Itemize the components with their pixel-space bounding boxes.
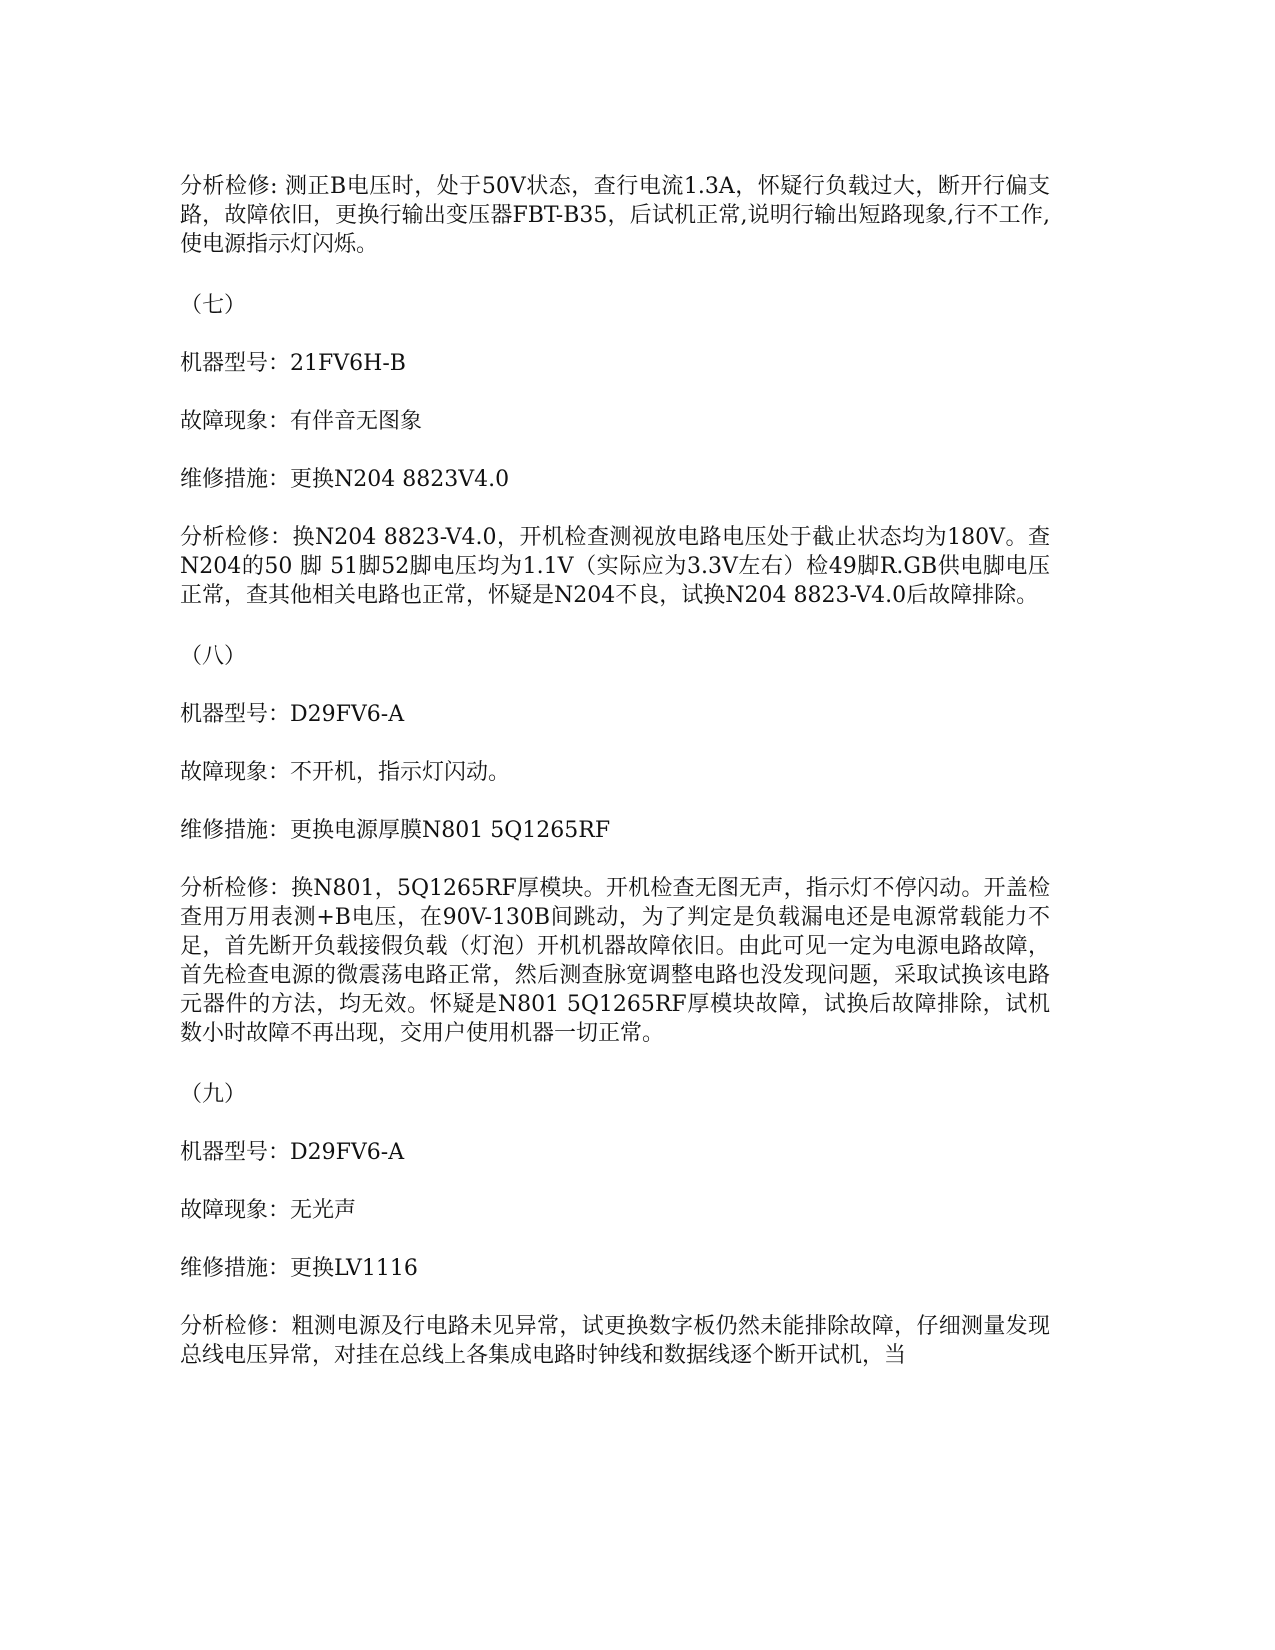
analysis-paragraph-8: 分析检修：换N801，5Q1265RF厚模块。开机检查无图无声，指示灯不停闪动。开盖检查用万用表测+B电压，在90V-130B间跳动，为了判定是负载漏电还是电源常载能力不足，首先断开负载接假负载（灯泡）开机机器故障依旧。由此可见一定为电源电路故障，首先检查电源的微震荡电路正常，然后测查脉宽调整电路也没发现问题，采取试换该电路元器件的方法，均无效。怀疑是N801 5Q1265RF厚模块故障，试换后故障排除，试机数小时故障不再出现，交用户使用机器一切正常。 (180, 876, 1050, 1046)
section-heading-8: （八） (180, 644, 247, 669)
repair-line-7: 维修措施：更换N204 8823V4.0 (180, 467, 510, 492)
symptom-line-8: 故障现象：不开机，指示灯闪动。 (180, 760, 511, 785)
symptom-line-7: 故障现象：有伴音无图象 (180, 409, 423, 434)
section-heading-9: （九） (180, 1082, 247, 1107)
symptom-line-9: 故障现象：无光声 (180, 1198, 357, 1223)
model-line-7: 机器型号：21FV6H-B (180, 351, 406, 376)
analysis-paragraph-9: 分析检修：粗测电源及行电路未见异常，试更换数字板仍然未能排除故障，仔细测量发现总线电压异常，对挂在总线上各集成电路时钟线和数据线逐个断开试机，当 (180, 1314, 1050, 1368)
repair-line-8: 维修措施：更换电源厚膜N801 5Q1265RF (180, 818, 611, 843)
model-line-8: 机器型号：D29FV6-A (180, 702, 405, 727)
model-line-9: 机器型号：D29FV6-A (180, 1140, 405, 1165)
analysis-paragraph-6: 分析检修: 测正B电压时，处于50V状态，查行电流1.3A，怀疑行负载过大，断开行偏支路，故障依旧，更换行输出变压器FBT-B35，后试机正常,说明行输出短路现象,行不工作,使电源指示灯闪烁。 (180, 174, 1050, 257)
repair-line-9: 维修措施：更换LV1116 (180, 1256, 418, 1281)
section-heading-7: （七） (180, 293, 247, 318)
document-page (180, 172, 1050, 1402)
analysis-paragraph-7: 分析检修：换N204 8823-V4.0，开机检查测视放电路电压处于截止状态均为180V。查N204的50 脚 51脚52脚电压均为1.1V（实际应为3.3V左右）检49脚R.GB供电脚电压正常，查其他相关电路也正常，怀疑是N204不良，试换N204 8823-V4.0后故障排除。 (180, 525, 1050, 608)
